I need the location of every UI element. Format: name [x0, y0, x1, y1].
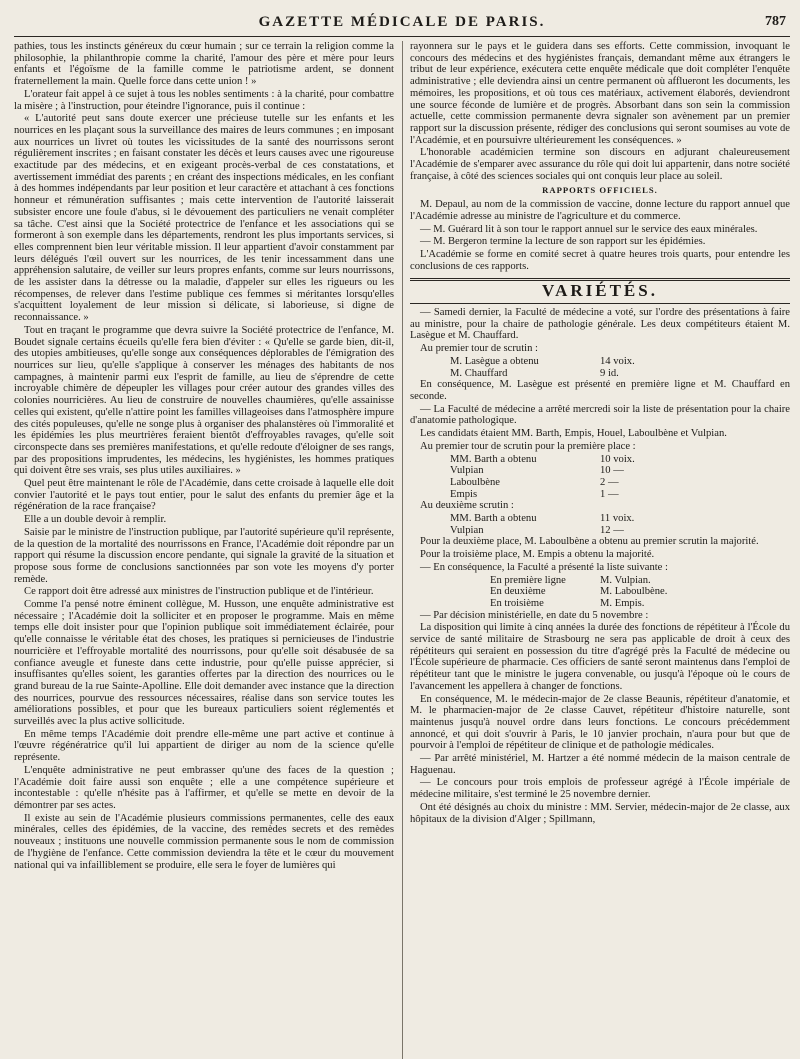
paragraph: — Samedi dernier, la Faculté de médecine a voté, sur l'ordre des présentations à faire au ministre, pour la chaire de pathologie générale. Les deux compétiteurs étaient M. Lasègue et M. Chauffard. [410, 307, 790, 342]
vote-row [410, 513, 790, 525]
candidate: M. Empis. [600, 597, 645, 609]
votes: 2 — [600, 476, 619, 488]
candidate: M. Vulpian. [600, 574, 651, 586]
vote-row [410, 489, 790, 501]
paragraph: Il existe au sein de l'Académie plusieurs commissions permanentes, celle des eaux minérales, celles des épidémies, de la vaccine, des remèdes secrets et des remèdes nouveaux ; instituons une nouvelle commission permanente sous le nom de commission de l'hygiène de l'enfance. Cette commission deviendra la tête et le cœur du mouvement national qui va infailliblement se produire, elle sera le foyer de lumières qui [14, 812, 394, 871]
paragraph: Ce rapport doit être adressé aux ministres de l'instruction publique et de l'intérieur. [24, 586, 374, 598]
candidate: M. Lasègue a obtenu [450, 355, 539, 367]
page-number: 787 [765, 14, 786, 29]
vote-label: Au premier tour de scrutin pour la première place : [420, 440, 636, 452]
varietes-title: VARIÉTÉS. [542, 281, 658, 301]
paragraph: — Par décision ministérielle, en date du 5 novembre : [420, 609, 649, 621]
paragraph: L'orateur fait appel à ce sujet à tous les nobles sentiments : à la charité, pour combattre la misère ; à l'instruction, pour éteindre l'ignorance, puis il continue : [14, 88, 394, 112]
list-row [410, 598, 790, 610]
paragraph: — M. Bergeron termine la lecture de son rapport sur les épidémies. [420, 236, 706, 248]
paragraph: — La Faculté de médecine a arrêté mercredi soir la liste de présentation pour la chaire d'anatomie pathologique. [410, 403, 790, 427]
paragraph: Saisie par le ministre de l'instruction publique, par l'autorité supérieure qu'il représente, de la question de la mortalité des nourrissons en France, l'Académie doit répondre par un rapport qui résume la discussion encore pendante, qui signale la gravité de la situation et propose sous forme de conclusions sanctionnées par son vote les moyens d'y porter remède. [14, 526, 394, 585]
candidate: MM. Barth a obtenu [450, 453, 537, 465]
list-row [410, 575, 790, 587]
paragraph: Comme l'a pensé notre éminent collègue, M. Husson, une enquête administrative est nécessaire ; l'Académie doit la solliciter et en proposer le programme. Mais en même temps elle doit insister pour que l'opinion publique soit immédiatement éclairée, pour qu'elle connaisse le véritable état des choses, les pratiques si pernicieuses de l'industrie nourricière et l'effroyable mortalité des nourrissons, pour qu'elle soit désabusée de sa confiance aveugle et funeste dans cette industrie, pour qu'elle puisse apprécier, si insuffisantes qu'elles soient, les garanties offertes par la direction des nourrices ou le grand bureau de la rue Sainte-Apolline. Elle doit demander avec instance que la direction des nourrices, pourvue des ressources nécessaires, réalise dans son service toutes les améliorations possibles, et pour que les bureaux particuliers soient réglementés et surveillés avec la plus active sollicitude. [14, 599, 394, 728]
paragraph: Ont été désignés au choix du ministre : MM. Servier, médecin-major de 2e classe, aux hôpitaux de la division d'Alger ; Spillmann, [410, 801, 790, 825]
candidate: Laboulbène [450, 476, 501, 488]
candidate: Vulpian [450, 465, 484, 477]
candidate: M. Chauffard [450, 367, 508, 379]
paragraph: En conséquence, M. le médecin-major de 2e classe Beaunis, répétiteur d'anatomie, et M. le pharmacien-major de 2e classe Cauvet, répétiteur d'histoire naturelle, sont maintenus jusqu'à nouvel ordre dans leurs fonctions. Le concours précédemment annoncé, et qui doit s'ouvrir à Paris, le 10 janvier prochain, n'aura pour but que de pourvoir à l'emploi de répétiteur de clinique et de pathologie médicales. [410, 693, 790, 752]
vote-row [410, 454, 790, 466]
paragraph: En conséquence, M. Lasègue est présenté en première ligne et M. Chauffard en seconde. [410, 379, 790, 402]
paragraph: Pour la deuxième place, M. Laboulbène a obtenu au premier scrutin la majorité. [420, 536, 759, 548]
right-column [402, 41, 790, 1059]
paragraph: pathies, tous les instincts généreux du cœur humain ; sur ce terrain la religion comme la philosophie, la philanthropie comme la charité, l'amour des père et mère pour leurs enfants et l'égoïsme de la famille comme le patriotisme ardent, se donnent fraternellement la main. Quelle force dans cette union ! » [14, 41, 394, 88]
votes: 10 — [600, 465, 624, 477]
votes: 1 — [600, 488, 619, 500]
list-row [410, 586, 790, 598]
votes: 14 voix. [600, 355, 635, 367]
candidate: Empis [450, 488, 478, 500]
paragraph: L'Académie se forme en comité secret à quatre heures trois quarts, pour entendre les conclusions de ces rapports. [410, 248, 790, 272]
paragraph: — Par arrêté ministériel, M. Hartzer a été nommé médecin de la maison centrale de Haguenau. [410, 753, 790, 776]
rank: En deuxième [490, 586, 546, 598]
paragraph: — M. Guérard lit à son tour le rapport annuel sur le service des eaux minérales. [420, 223, 758, 235]
paragraph: Elle a un double devoir à remplir. [24, 514, 167, 526]
votes: 12 — [600, 524, 624, 536]
candidate: M. Laboulbène. [600, 586, 668, 598]
votes: 10 voix. [600, 453, 635, 465]
paragraph: — En conséquence, la Faculté a présenté la liste suivante : [420, 561, 668, 573]
rank: En troisième [490, 597, 544, 609]
paragraph: En même temps l'Académie doit prendre elle-même une part active et continue à l'œuvre régénératrice qu'il lui appartient de diriger au nom de la science qu'elle représente. [14, 728, 394, 764]
paragraph: L'enquête administrative ne peut embrasser qu'une des faces de la question ; l'Académie doit faire aussi son enquête ; elle a une compétence supérieure et incontestable : qu'elle n'hésite pas à l'affirmer, et qu'elle se mette en devoir de la démontrer par ses actes. [14, 764, 394, 811]
rapports-title: RAPPORTS OFFICIELS. [542, 185, 658, 196]
paragraph: Pour la troisième place, M. Empis a obtenu la majorité. [420, 549, 655, 561]
paragraph: Tout en traçant le programme que devra suivre la Société protectrice de l'enfance, M. Boudet signale certains écueils qu'elle fera bien d'éviter : « Qu'elle se garde bien, dit-il, des utopies ambitieuses, qu'elle songe aux conséquences déplorables de l'émigration des nourrices sur lieu, qu'elle s'applique à conserver les ménages des habitants de nos campagnes, à maintenir parmi eux l'esprit de famille, au lieu de s'éprendre de cette incroyable chimère de dépeupler les villages pour créer autour des grandes villes des colonies nourricières. Au lieu de construire de nouvelles chaumières, qu'elle assainisse celles qui existent, qu'elle n'attire point les familles villageoises dans l'atmosphère impure des cités populeuses, qu'elle ne songe plus à organiser des phalanstères où l'immoralité et les épidémies les plus meurtrières feraient bientôt d'effroyables ravages, qu'elle soit circonspecte dans ses premières manifestations, et qu'elle redoute d'éloigner de ses rangs, par des propositions imprudentes, les médecins, les hygiénistes, les hommes pratiques qui doivent être ses vrais, ses plus utiles auxiliaires. » [14, 324, 394, 477]
left-column [14, 41, 394, 1059]
paragraph: Quel peut être maintenant le rôle de l'Académie, dans cette croisade à laquelle elle doit convier l'autorité et le pays tout entier, pour le salut des enfants du premier âge et la régénération de la race française? [14, 478, 394, 513]
vote-label: Au premier tour de scrutin : [420, 343, 538, 355]
paragraph: rayonnera sur le pays et le guidera dans ses efforts. Cette commission, invoquant le concours des médecins et des hygiénistes français, demandant même aux étrangers le tribut de leur expérience, exécutera cette enquête médicale que doit compléter l'enquête administrative ; elle deviendra ainsi un centre permanent où afflueront les documents, les mémoires, les propositions, et où tous ces matériaux, activement élaborés, deviendront une source féconde de lumière et de progrès. Absorbant dans son sein la commission actuelle, cette commission permanente devra signaler son avènement par un premier rapport sur la discussion présente, rédiger des conclusions qui seront soumises au vote de l'Académie, et en poursuivre ultérieurement les conséquences. » [410, 41, 790, 146]
title-rule [410, 303, 790, 304]
paragraph: Les candidats étaient MM. Barth, Empis, Houel, Laboulbène et Vulpian. [420, 428, 727, 440]
paragraph: « L'autorité peut sans doute exercer une précieuse tutelle sur les enfants et les nourrices en les plaçant sous la surveillance des maires de leurs communes ; en imposant aux nourrices un livret où toutes les vicissitudes de la santé des nourrissons seront régulièrement inscrites ; en faisant constater les décès et leurs causes avec une rigoureuse exactitude par des médecins, et en exigeant procès-verbal de ces constatations, et avertissement immédiat des parents ; en créant des inspections médicales, en les confiant à des hommes indépendants par leur position et leur caractère et attachant à ces fonctions honneur et rémunération suffisantes ; mais cette intervention de l'autorité laisserait subsister encore une foule d'abus, si le dévouement des particuliers ne venait compléter sa tâche. C'est ainsi que la Société protectrice de l'enfance et les associations qui se formeront à son exemple dans les départements, rendront les plus importants services, si elles comprennent bien leur véritable mission. Il leur appartient d'avoir constamment par leurs délégués l'œil ouvert sur les nourrices, de les tenir incessamment dans une appréhension salutaire, de veiller sur leurs propres enfants, comme sur leurs nourrissons, de les assister dans la détresse ou la maladie, d'appeler sur elles les rigueurs ou les récompenses, de relever dans l'estime publique ces femmes si méritantes lorsqu'elles s'acquittent loyalement de leur mission si délicate, si laborieuse, si digne de reconnaissance. » [14, 113, 394, 324]
paragraph: M. Depaul, au nom de la commission de vaccine, donne lecture du rapport annuel que l'Académie adresse au ministre de l'agriculture et du commerce. [410, 199, 790, 222]
vote-row [410, 356, 790, 368]
vote-row [410, 465, 790, 477]
vote-row [410, 477, 790, 489]
rank: En première ligne [490, 574, 566, 586]
journal-title: GAZETTE MÉDICALE DE PARIS. [258, 14, 546, 30]
votes: 9 id. [600, 367, 619, 379]
candidate: Vulpian [450, 524, 484, 536]
paragraph: — Le concours pour trois emplois de professeur agrégé à l'École impériale de médecine militaire, s'est terminé le 25 novembre dernier. [410, 777, 790, 801]
votes: 11 voix. [600, 513, 635, 525]
paragraph: L'honorable académicien termine son discours en adjurant chaleureusement l'Académie de s'emparer avec assurance du rôle qui doit lui appartenir, dans notre société française, à côté des sciences sociales qui ont conquis leur place au soleil. [410, 147, 790, 182]
vote-row [410, 525, 790, 537]
page-header [14, 10, 790, 37]
vote-row [410, 368, 790, 380]
paragraph: La disposition qui limite à cinq années la durée des fonctions de répétiteur à l'École du service de santé militaire de Strasbourg ne sera pas applicable de droit à ceux des répétiteurs qui seraient en possession du titre d'agrégé près la Faculté de médecine ou l'École supérieure de pharmacie. Ces officiers de santé seront maintenus dans l'emploi de répétiteur tant que le ministre le jugera convenable, ou jusqu'à l'époque où le cours de l'avancement les appellera à changer de fonctions. [410, 622, 790, 692]
candidate: MM. Barth a obtenu [450, 513, 537, 525]
vote-label: Au deuxième scrutin : [420, 500, 514, 512]
